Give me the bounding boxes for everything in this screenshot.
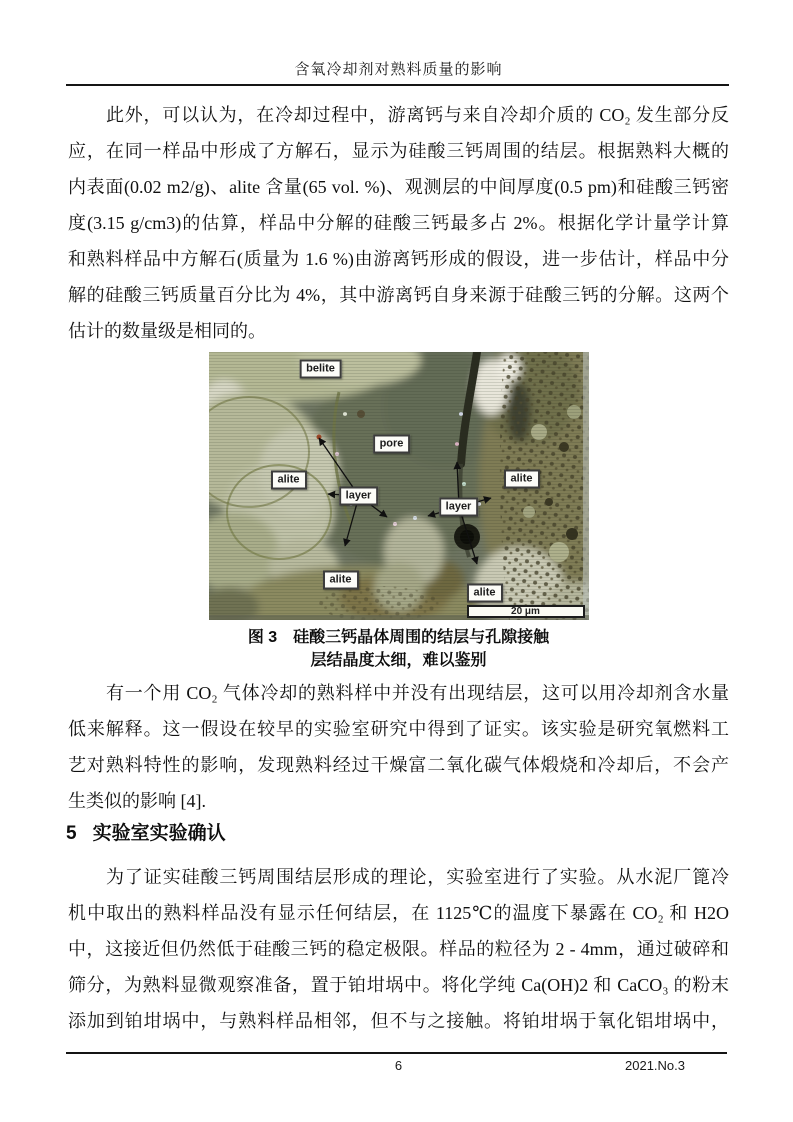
footer-rule: [66, 1052, 727, 1054]
page-number: 6: [394, 1058, 403, 1073]
section-title: 实验室实验确认: [92, 823, 226, 844]
paragraph-line: 艺对熟料特性的影响，发现熟料经过干燥富二氧化碳气体煅烧和冷却后，不会产: [68, 755, 729, 775]
paragraph-line: 中，这接近但仍然低于硅酸三钙的稳定极限。样品的粒径为 2 - 4mm，通过破碎和: [68, 939, 729, 959]
figure-caption: [68, 626, 729, 672]
section-number: 5: [66, 823, 77, 844]
section-heading-5: [66, 820, 727, 848]
paragraph-line: 应，在同一样品中形成了方解石，显示为硅酸三钙周围的结层。根据熟料大概的: [68, 141, 729, 161]
label-alite-right: alite: [503, 470, 539, 489]
paragraph-1: [68, 97, 729, 349]
paragraph-line: 机中取出的熟料样品没有显示任何结层，在 1125℃的温度下暴露在 CO₂ 和 H2O: [68, 903, 729, 923]
label-alite-bottom-left: alite: [322, 571, 358, 590]
paragraph-line: 解的硅酸三钙质量百分比为 4%，其中游离钙自身来源于硅酸三钙的分解。这两个: [68, 285, 729, 305]
label-layer-right: layer: [439, 498, 479, 517]
figure-caption-line-2: 层结晶度太细，难以鉴别: [310, 652, 487, 669]
paragraph-line: 筛分，为熟料显微观察准备，置于铂坩埚中。将化学纯 Ca(OH)2 和 CaCO₃ 的粉末: [68, 975, 729, 995]
paragraph-2: [68, 675, 729, 819]
paragraph-line: 度(3.15 g/cm3)的估算，样品中分解的硅酸三钙最多占 2%。根据化学计量学计算: [68, 213, 729, 233]
paragraph-line: 和熟料样品中方解石(质量为 1.6 %)由游离钙形成的假设，进一步估计，样品中分: [68, 249, 729, 269]
paragraph-line: 添加到铂坩埚中，与熟料样品相邻，但不与之接触。将铂坩埚于氧化铝坩埚中，: [68, 1011, 729, 1031]
label-alite-bottom-right: alite: [466, 584, 502, 603]
running-header-title: 含氧冷却剂对熟料质量的影响: [294, 62, 503, 78]
paragraph-line: 有一个用 CO₂ 气体冷却的熟料样中并没有出现结层，这可以用冷却剂含水量: [106, 683, 729, 703]
paragraph-line: 低来解释。这一假设在较早的实验室研究中得到了证实。该实验是研究氧燃料工: [68, 719, 729, 739]
scale-bar: 20 μm: [467, 605, 585, 618]
paragraph-line: 估计的数量级是相同的。: [68, 321, 266, 341]
label-pore: pore: [373, 435, 411, 454]
micrograph-image: [209, 352, 589, 620]
label-belite: belite: [299, 360, 342, 379]
figure-caption-line-1: 图 3 硅酸三钙晶体周围的结层与孔隙接触: [247, 629, 550, 646]
label-alite-left: alite: [270, 471, 306, 490]
paragraph-line: 此外，可以认为，在冷却过程中，游离钙与来自冷却介质的 CO₂ 发生部分反: [106, 105, 729, 125]
figure-3: [68, 352, 729, 620]
paragraph-line: 生类似的影响 [4].: [68, 791, 206, 811]
label-layer-left: layer: [339, 487, 379, 506]
paragraph-line: 为了证实硅酸三钙周围结层形成的理论，实验室进行了实验。从水泥厂篦冷: [106, 867, 729, 887]
issue-number: 2021.No.3: [625, 1058, 685, 1073]
paragraph-line: 内表面(0.02 m2/g)、alite 含量(65 vol. %)、观测层的中间厚度(0.5 pm)和硅酸三钙密: [68, 177, 729, 197]
header-rule: [66, 84, 729, 86]
paragraph-3: [68, 859, 729, 1039]
